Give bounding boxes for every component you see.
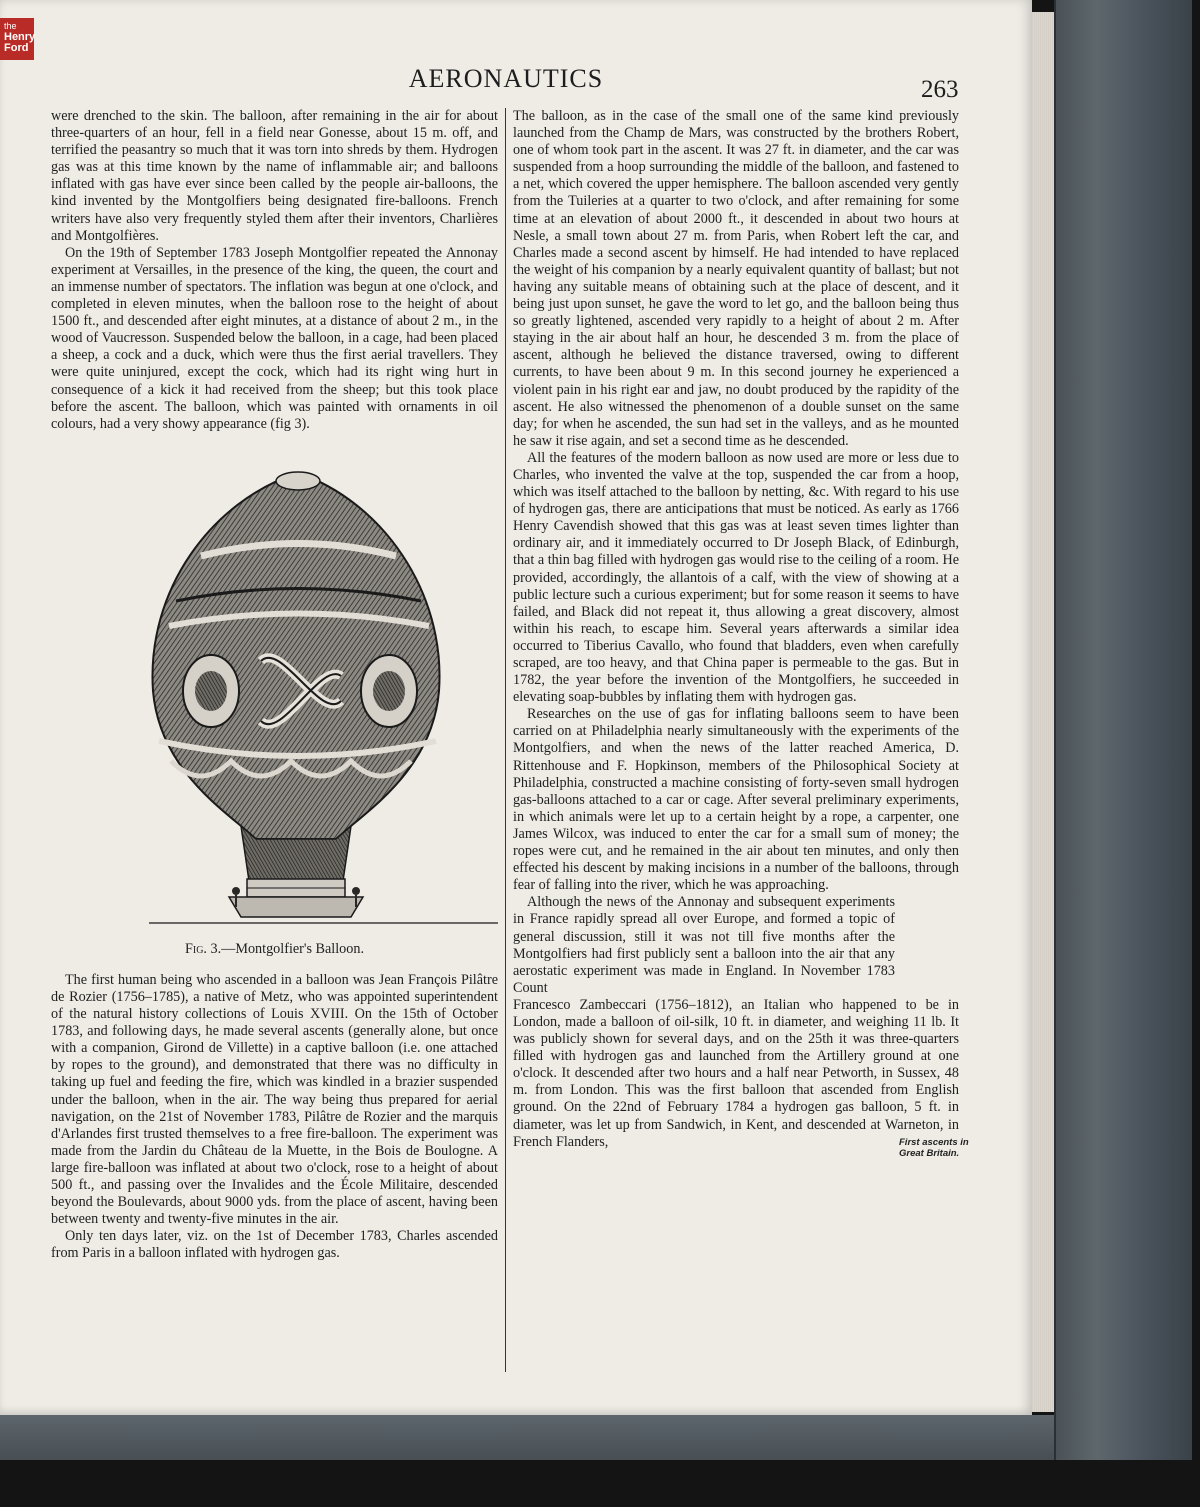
figure-caption-text: —Montgolfier's Balloon.	[221, 940, 365, 957]
logo-line-3: Ford	[4, 42, 29, 54]
book-cover-right	[1054, 0, 1192, 1460]
left-paragraph-2: On the 19th of September 1783 Joseph Montgolfier repeated the Annonay experiment at Versailles, in the presence of the king, the queen, the court and an immense number of spectators. The inflation was begun at one o'clock, and completed in eleven minutes, when the balloon rose to the height of about 1500 ft., and descended after eight minutes, at a distance of about 2 m., in the wood of Vaucresson. Suspended below the balloon, in a cage, had been placed a sheep, a cock and a duck, which were thus the first aerial travellers. They were quite uninjured, except the cock, which had its right wing hurt in consequence of a kick it had received from the sheep; but this took place before the ascent. The balloon, which was painted with ornaments in oil colours, had a very showy appearance (fig 3).	[51, 244, 498, 432]
left-column	[51, 108, 498, 1262]
book-cover-bottom	[0, 1415, 1054, 1460]
logo-line-2: Henry	[4, 31, 36, 43]
right-paragraph-4b: Francesco Zambeccari (1756–1812), an Italian who happened to be in London, made a balloon of oil-silk, 10 ft. in diameter, and weighing 11 lb. It was publicly shown for several days, and on the 25th it was three-quarters filled with hydrogen gas and launched from the Artillery ground at one o'clock. It descended after two hours and a half near Petworth, in Sussex, 48 m. from London. This was the first balloon that ascended from English ground. On the 22nd of February 1784 a hydrogen gas balloon, 5 ft. in diameter, was let up from Sandwich, in Kent, and descended at Warneton, in French Flanders,	[513, 996, 959, 1150]
right-paragraph-2: All the features of the modern balloon as now used are more or less due to Charles, who invented the valve at the top, suspended the car from a hoop, which was itself attached to the balloon by netting, &c. With regard to his use of hydrogen gas, there are anticipations that must be noticed. As early as 1766 Henry Cavendish showed that this gas was at least seven times lighter than ordinary air, and it immediately occurred to Dr Joseph Black, of Edinburgh, that a thin bag filled with hydrogen gas would rise to the ceiling of a room. He provided, accordingly, the allantois of a calf, with the view of showing at a public lecture such a curious experiment; but for some reason it seems to have failed, and Black did not repeat it, thus allowing a great discovery, almost within his reach, to escape him. Several years afterwards a similar idea occurred to Tiberius Cavallo, who found that bladders, even when carefully scraped, are too heavy, and that China paper is permeable to the gas. But in 1782, the year before the invention of the Montgolfiers, he succeeded in elevating soap-bubbles by inflating them with hydrogen gas.	[513, 449, 959, 706]
henry-ford-logo	[0, 18, 34, 60]
figure-caption	[51, 941, 498, 958]
left-paragraph-4: Only ten days later, viz. on the 1st of December 1783, Charles ascended from Paris in a balloon inflated with hydrogen gas.	[51, 1228, 498, 1262]
right-column	[513, 108, 959, 1151]
running-head: AERONAUTICS	[408, 64, 604, 93]
figure-balloon	[51, 461, 498, 937]
column-rule	[505, 108, 506, 1372]
figure-label: Fig. 3.	[184, 940, 222, 957]
right-paragraph-1: The balloon, as in the case of the small one of the same kind previously launched from the Champ de Mars, was constructed by the brothers Robert, one of whom took part in the ascent. It was 27 ft. in diameter, and the car was suspended from a hoop surrounding the middle of the balloon, and fastened to a net, which covered the upper hemisphere. The balloon ascended very gently from the Tuileries at a quarter to two o'clock, and after remaining for some time at an elevation of about 2000 ft., it descended in about two hours at Nesle, a small town about 27 m. from Paris, when Robert left the car, and Charles made a second ascent by himself. He had intended to have replaced the weight of his companion by a nearly equivalent quantity of ballast; but not having any suitable means of obtaining such at the place of descent, and it being just upon sunset, he gave the word to let go, and the balloon being thus so greatly lightened, ascended very rapidly to a height of about 2 m. After staying in the air about half an hour, he descended 3 m. from the place of ascent, although he believed the distance traversed, owing to different currents, to have been about 9 m. In this second journey he experienced a violent pain in his right ear and jaw, no doubt produced by the rapidity of the ascent. He also witnessed the phenomenon of a double sunset on the same day; for when he ascended, the sun had set in the valleys, and as he mounted he saw it rise again, and set a second time as he descended.	[513, 108, 959, 449]
left-paragraph-3: The first human being who ascended in a balloon was Jean François Pilâtre de Rozier (1756–1785), a native of Metz, who was appointed superintendent of the natural history collections of Louis XVIII. On the 15th of October 1783, and following days, he made several ascents (generally alone, but once with a companion, Girond de Villette) in a captive balloon (i.e. one attached by ropes to the ground), and demonstrated that there was no difficulty in taking up fuel and feeding the fire, which was kindled in a brazier suspended under the balloon, when in the air. The way being thus prepared for aerial navigation, on the 21st of November 1783, Pilâtre de Rozier and the marquis d'Arlandes first trusted themselves to a free fire-balloon. The experiment was made from the Jardin du Château de la Muette, in the Bois de Boulogne. A large fire-balloon was inflated at about two o'clock, rose to a height of about 500 ft., and passing over the Invalides and the École Militaire, descended beyond the Boulevards, about 9000 yds. from the place of ascent, having been between twenty and twenty-five minutes in the air.	[51, 971, 498, 1228]
page-edges	[1032, 12, 1054, 1412]
montgolfier-balloon-illustration	[51, 461, 498, 937]
margin-note: First ascents in Great Britain.	[899, 1137, 969, 1159]
left-paragraph-1: were drenched to the skin. The balloon, after remaining in the air for about three-quarters of an hour, fell in a field near Gonesse, about 15 m. off, and terrified the peasantry so much that it was torn into shreds by them. Hydrogen gas was at this time known by the name of inflammable air; and balloons inflated with gas have ever since been called by the people air-balloons, the kind invented by the Montgolfiers being designated fire-balloons. French writers have also very frequently styled them after their inventors, Charlières and Montgolfières.	[51, 108, 498, 244]
right-paragraph-3: Researches on the use of gas for inflating balloons seem to have been carried on at Philadelphia nearly simultaneously with the experiments of the Montgolfiers, and when the news of the latter reached America, D. Rittenhouse and F. Hopkinson, members of the Philosophical Society at Philadelphia, constructed a machine consisting of forty-seven small hydrogen gas-balloons attached to a car or cage. After several preliminary experiments, in which animals were let up to a certain height by a rope, a carpenter, one James Wilcox, was induced to enter the car for a small sum of money; the ropes were cut, and he remained in the air about ten minutes, and only then effected his descent by making incisions in a number of the balloons, through fear of falling into the river, which he was approaching.	[513, 706, 959, 894]
right-paragraph-4a: Although the news of the Annonay and subsequent experiments in France rapidly spread all over Europe, and formed a topic of general discussion, still it was not till five months after the Montgolfiers had first publicly sent a balloon into the air that any aerostatic experiment was made in England. In November 1783 Count	[513, 894, 895, 996]
logo-line-1: the	[4, 21, 17, 31]
page-number: 263	[921, 76, 959, 103]
